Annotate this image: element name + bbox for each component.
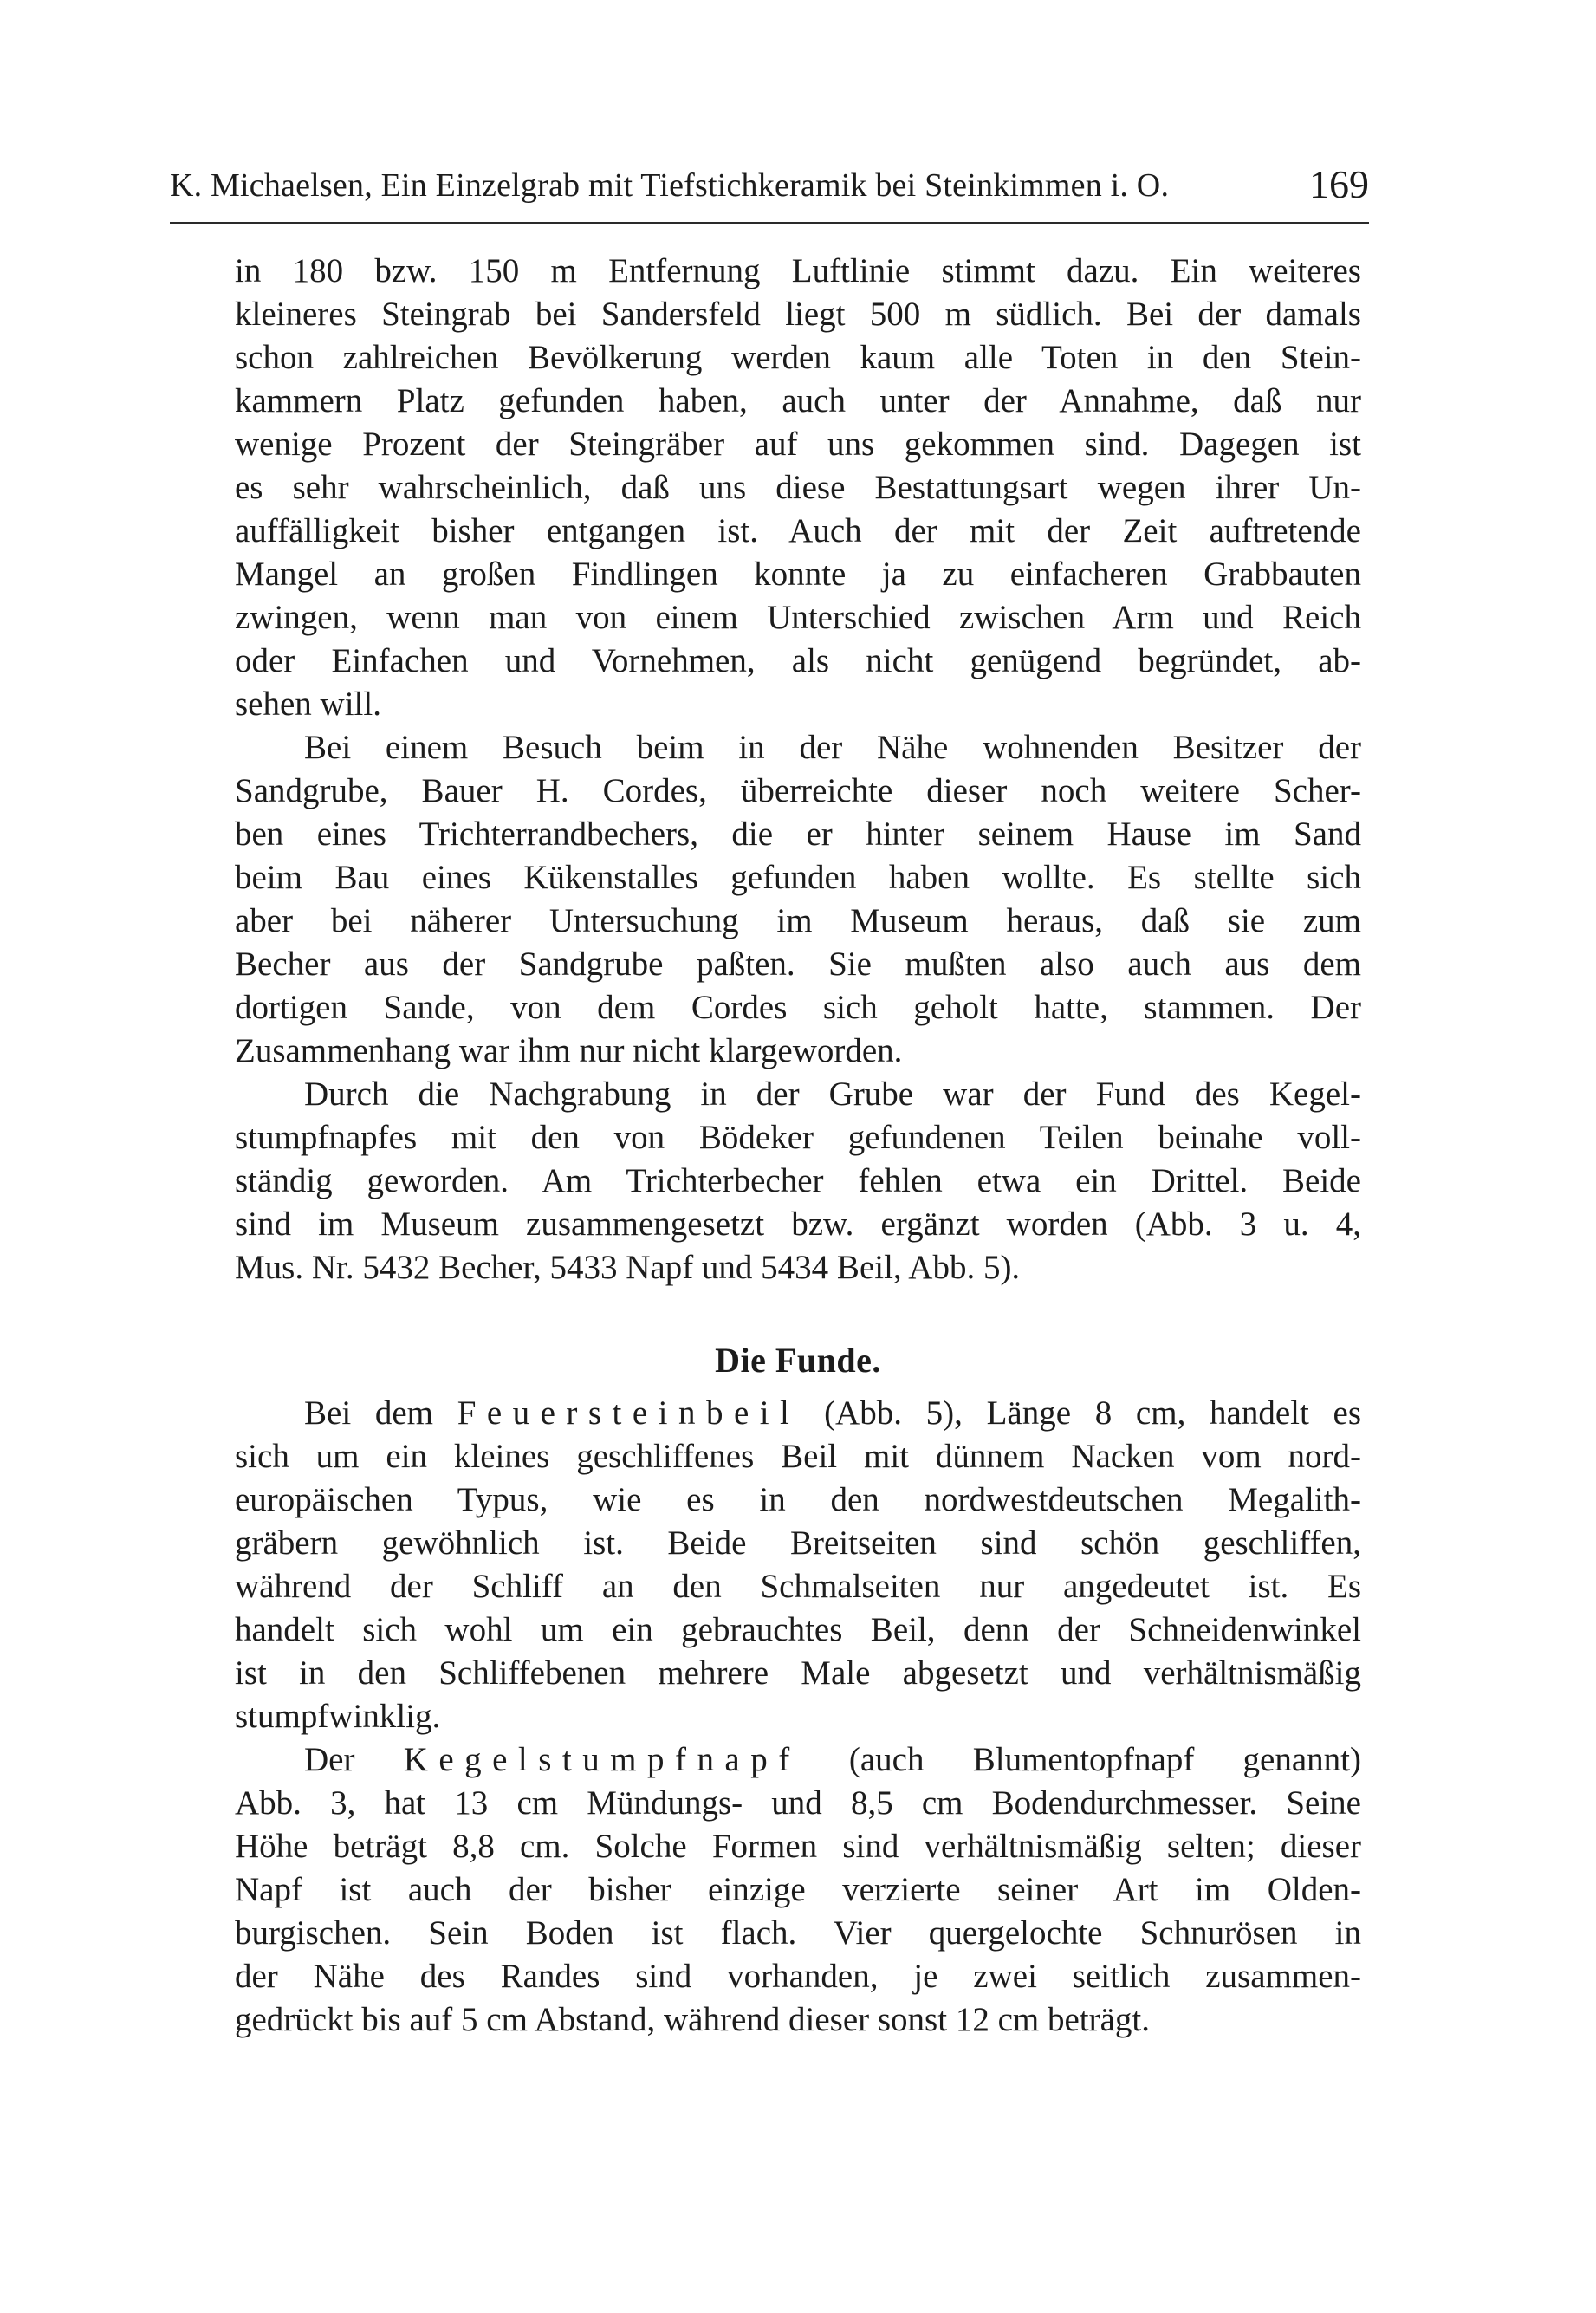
paragraph — [235, 1073, 1361, 1290]
text-line: stumpfnapfes mit den von Bödeker gefundenen Teilen beinahe voll- — [235, 1119, 1361, 1156]
text-line: Abb. 3, hat 13 cm Mündungs- und 8,5 cm Bodendurchmesser. Seine — [235, 1784, 1361, 1822]
text-line: während der Schliff an den Schmalseiten nur angedeutet ist. Es — [235, 1568, 1361, 1605]
text-line: der Nähe des Randes sind vorhanden, je zwei seitlich zusammen- — [235, 1958, 1361, 1995]
text-line: aber bei näherer Untersuchung im Museum heraus, daß sie zum — [235, 902, 1361, 939]
paragraph — [235, 250, 1361, 726]
text-line: Mangel an großen Findlingen konnte ja zu einfacheren Grabbauten — [235, 556, 1361, 593]
paragraph — [235, 1738, 1361, 2042]
text-line: kleineres Steingrab bei Sandersfeld liegt 500 m südlich. Bei der damals — [235, 296, 1361, 333]
text-line: wenige Prozent der Steingräber auf uns gekommen sind. Dagegen ist — [235, 426, 1361, 463]
paragraph — [235, 726, 1361, 1073]
text-line: ständig geworden. Am Trichterbecher fehlen etwa ein Drittel. Beide — [235, 1162, 1361, 1199]
spacer — [235, 1290, 1361, 1338]
page-number: 169 — [1309, 162, 1369, 206]
text-run: Der — [304, 1741, 404, 1778]
text-line: Durch die Nachgrabung in der Grube war der Fund des Kegel- — [304, 1075, 1361, 1113]
text-line: Sandgrube, Bauer H. Cordes, überreichte dieser noch weitere Scher- — [235, 772, 1361, 809]
text-line: es sehr wahrscheinlich, daß uns diese Bestattungsart wegen ihrer Un- — [235, 469, 1361, 506]
running-header — [170, 161, 1369, 224]
text-line: Napf ist auch der bisher einzige verzierte seiner Art im Olden- — [235, 1871, 1361, 1908]
text-line: Mus. Nr. 5432 Becher, 5433 Napf und 5434 Beil, Abb. 5). — [235, 1249, 1021, 1286]
text-run: Bei dem — [304, 1394, 457, 1432]
text-line: oder Einfachen und Vornehmen, als nicht genügend begründet, ab- — [235, 642, 1361, 679]
text-line: sind im Museum zusammengesetzt bzw. ergänzt worden (Abb. 3 u. 4, — [235, 1205, 1361, 1243]
spacer — [235, 1383, 1361, 1392]
text-line: zwingen, wenn man von einem Unterschied zwischen Arm und Reich — [235, 599, 1361, 636]
text-line: in 180 bzw. 150 m Entfernung Luftlinie stimmt dazu. Ein weiteres — [235, 252, 1361, 289]
text-line: auffälligkeit bisher entgangen ist. Auch der mit der Zeit auftretende — [235, 512, 1361, 549]
text-line: gräbern gewöhnlich ist. Beide Breitseiten sind schön geschliffen, — [235, 1524, 1361, 1562]
text-run: (Abb. 5), Länge 8 cm, handelt es — [800, 1394, 1361, 1432]
text-line: europäischen Typus, wie es in den nordwestdeutschen Megalith- — [235, 1481, 1361, 1518]
text-line: handelt sich wohl um ein gebrauchtes Beil, denn der Schneidenwinkel — [235, 1611, 1361, 1648]
text-line: sehen will. — [235, 685, 381, 723]
text-line: Zusammenhang war ihm nur nicht klargeworden. — [235, 1032, 903, 1069]
text-line: burgischen. Sein Boden ist flach. Vier quergelochte Schnurösen in — [235, 1914, 1361, 1952]
text-line — [235, 1392, 1361, 1435]
paragraph — [235, 1392, 1361, 1738]
body-text — [235, 250, 1361, 2042]
text-line: kammern Platz gefunden haben, auch unter der Annahme, daß nur — [235, 382, 1361, 419]
spaced-term: Feuersteinbeil — [457, 1394, 801, 1432]
section-heading: Die Funde. — [715, 1341, 881, 1380]
text-line: ben eines Trichterrandbechers, die er hinter seinem Hause im Sand — [235, 815, 1361, 853]
spaced-term: Kegelstumpfnapf — [403, 1741, 801, 1778]
text-line — [235, 1738, 1361, 1782]
text-run: (auch Blumentopfnapf genannt) — [800, 1741, 1361, 1778]
text-line: Höhe beträgt 8,8 cm. Solche Formen sind verhältnismäßig selten; dieser — [235, 1828, 1361, 1865]
text-line: Becher aus der Sandgrube paßten. Sie mußten also auch aus dem — [235, 945, 1361, 983]
text-line: ist in den Schliffebenen mehrere Male abgesetzt und verhältnismäßig — [235, 1654, 1361, 1692]
text-line: schon zahlreichen Bevölkerung werden kaum alle Toten in den Stein- — [235, 339, 1361, 376]
text-line: Bei einem Besuch beim in der Nähe wohnenden Besitzer der — [304, 729, 1361, 766]
text-line: beim Bau eines Kükenstalles gefunden haben wollte. Es stellte sich — [235, 859, 1361, 896]
text-line: sich um ein kleines geschliffenes Beil mit dünnem Nacken vom nord- — [235, 1438, 1361, 1475]
running-title: K. Michaelsen, Ein Einzelgrab mit Tiefstichkeramik bei Steinkimmen i. O. — [170, 167, 1170, 204]
text-line: stumpfwinklig. — [235, 1698, 441, 1735]
text-line: gedrückt bis auf 5 cm Abstand, während dieser sonst 12 cm beträgt. — [235, 2001, 1150, 2038]
text-line: dortigen Sande, von dem Cordes sich geholt hatte, stammen. Der — [235, 989, 1361, 1026]
